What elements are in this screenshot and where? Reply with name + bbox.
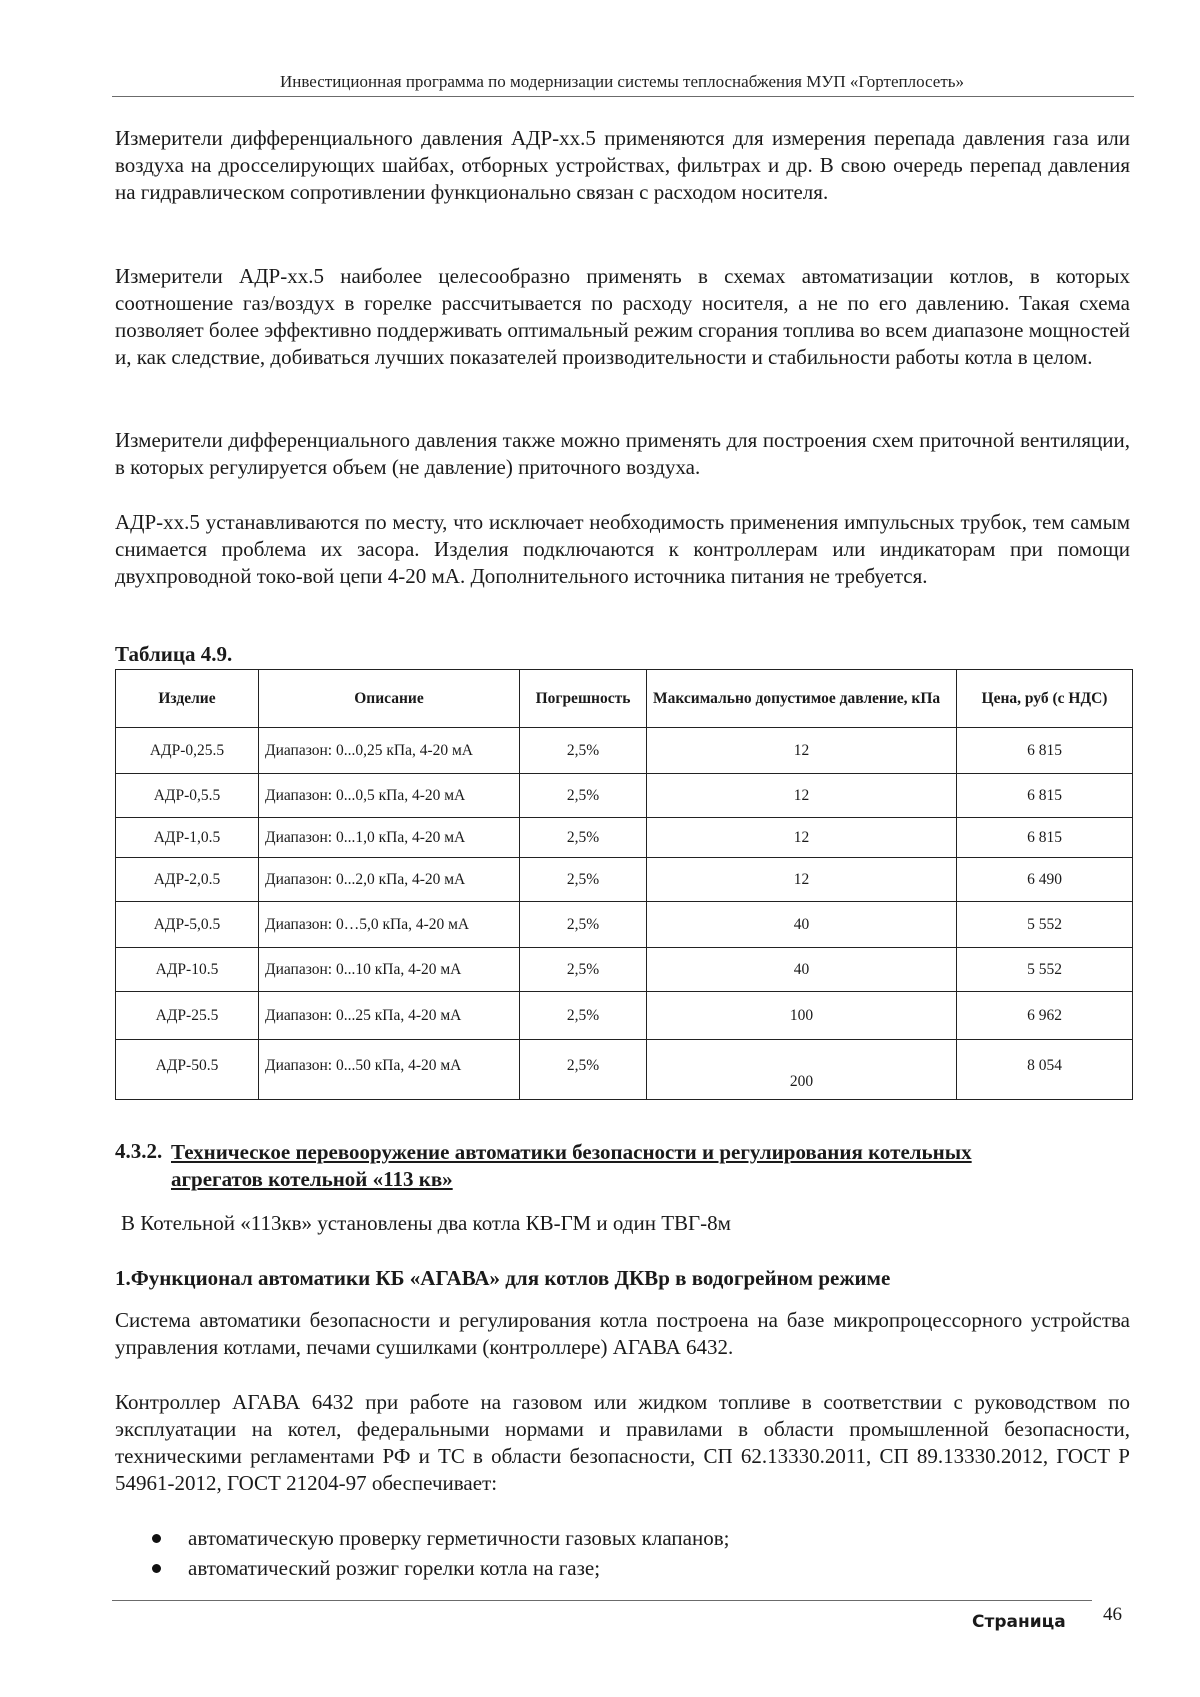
cell-max-pressure: 40	[647, 902, 957, 948]
paragraph-6: Контроллер АГАВА 6432 при работе на газовом или жидком топливе в соответствии с руководством по эксплуатации на котел, федеральными нормами и правилами в области промышленной безопасности, техническими регламентами РФ и ТС в области безопасности, СП 62.13330.2011, СП 89.13330.2012, ГОСТ Р 54961-2012, ГОСТ 21204-97 обеспечивает:	[115, 1390, 1130, 1495]
section-title-line-2: агрегатов котельной «113 кв»	[171, 1167, 453, 1191]
bullet-icon	[152, 1564, 161, 1573]
cell-product: АДР-50.5	[116, 1040, 259, 1100]
table-header-row	[116, 670, 1133, 728]
paragraph-1: Измерители дифференциального давления АДР-хх.5 применяются для измерения перепада давления газа или воздуха на дросселирующих шайбах, отборных устройствах, фильтрах и др. В свою очередь перепад давления на гидравлическом сопротивлении функционально связан с расходом носителя.	[115, 126, 1130, 204]
header-product: Изделие	[116, 670, 259, 728]
cell-max-pressure: 12	[647, 728, 957, 774]
cell-price: 5 552	[957, 902, 1133, 948]
cell-product: АДР-10.5	[116, 948, 259, 992]
paragraph-3: Измерители дифференциального давления также можно применять для построения схем приточной вентиляции, в которых регулируется объем (не давление) приточного воздуха.	[115, 428, 1130, 479]
cell-description: Диапазон: 0...2,0 кПа, 4-20 мА	[259, 858, 520, 902]
page-header: Инвестиционная программа по модернизации системы теплоснабжения МУП «Гортеплосеть»	[279, 72, 965, 91]
bullet-icon	[152, 1534, 161, 1543]
cell-max-pressure: 12	[647, 858, 957, 902]
cell-description: Диапазон: 0…5,0 кПа, 4-20 мА	[259, 902, 520, 948]
list-item	[152, 1523, 729, 1553]
cell-price: 8 054	[957, 1040, 1133, 1100]
cell-accuracy: 2,5%	[520, 1040, 647, 1100]
cell-accuracy: 2,5%	[520, 818, 647, 858]
table-row	[116, 818, 1133, 858]
footer-divider	[112, 1600, 1092, 1601]
page-number: 46	[1103, 1604, 1122, 1625]
paragraph-5: Система автоматики безопасности и регулирования котла построена на базе микропроцессорного устройства управления котлами, печами сушилками (контроллере) АГАВА 6432.	[115, 1308, 1130, 1359]
header-description: Описание	[259, 670, 520, 728]
bullet-list	[152, 1523, 729, 1583]
cell-max-pressure: 100	[647, 992, 957, 1040]
cell-product: АДР-25.5	[116, 992, 259, 1040]
paragraph-4: АДР-хх.5 устанавливаются по месту, что исключает необходимость применения импульсных трубок, тем самым снимается проблема их засора. Изделия подключаются к контроллерам или индикаторам при помощи двухпроводной токо-вой цепи 4-20 мА. Дополнительного источника питания не требуется.	[115, 510, 1130, 588]
cell-price: 6 815	[957, 774, 1133, 818]
cell-max-pressure: 12	[647, 774, 957, 818]
cell-product: АДР-5,0.5	[116, 902, 259, 948]
cell-max-pressure: 12	[647, 818, 957, 858]
cell-price: 5 552	[957, 948, 1133, 992]
cell-price: 6 490	[957, 858, 1133, 902]
cell-accuracy: 2,5%	[520, 774, 647, 818]
cell-description: Диапазон: 0...0,5 кПа, 4-20 мА	[259, 774, 520, 818]
cell-accuracy: 2,5%	[520, 728, 647, 774]
table-row	[116, 992, 1133, 1040]
cell-price: 6 962	[957, 992, 1133, 1040]
cell-price: 6 815	[957, 728, 1133, 774]
section-title	[171, 1139, 1131, 1193]
cell-accuracy: 2,5%	[520, 948, 647, 992]
header-max-pressure: Максимально допустимое давление, кПа	[647, 670, 957, 728]
table-row	[116, 902, 1133, 948]
section-title-line-1: Техническое перевооружение автоматики безопасности и регулирования котельных	[171, 1140, 972, 1164]
section-intro: В Котельной «113кв» установлены два котла КВ-ГМ и один ТВГ-8м	[121, 1211, 731, 1235]
cell-max-pressure: 40	[647, 948, 957, 992]
cell-product: АДР-1,0.5	[116, 818, 259, 858]
footer-page-label: Страница	[972, 1612, 1066, 1632]
paragraph-2: Измерители АДР-хх.5 наиболее целесообразно применять в схемах автоматизации котлов, в которых соотношение газ/воздух в горелке рассчитывается по расходу носителя, а не по его давлению. Такая схема позволяет более эффективно поддерживать оптимальный режим сгорания топлива во всем диапазоне мощностей и, как следствие, добиваться лучших показателей производительности и стабильности работы котла в целом.	[115, 264, 1130, 369]
cell-product: АДР-2,0.5	[116, 858, 259, 902]
table-row	[116, 858, 1133, 902]
cell-description: Диапазон: 0...25 кПа, 4-20 мА	[259, 992, 520, 1040]
cell-accuracy: 2,5%	[520, 902, 647, 948]
table-row	[116, 774, 1133, 818]
subheading: 1.Функционал автоматики КБ «АГАВА» для котлов ДКВр в водогрейном режиме	[115, 1266, 891, 1290]
cell-product: АДР-0,5.5	[116, 774, 259, 818]
cell-description: Диапазон: 0...10 кПа, 4-20 мА	[259, 948, 520, 992]
list-item-text: автоматический розжиг горелки котла на газе;	[188, 1556, 601, 1580]
section-number: 4.3.2.	[115, 1139, 163, 1163]
cell-accuracy: 2,5%	[520, 992, 647, 1040]
header-price: Цена, руб (с НДС)	[957, 670, 1133, 728]
cell-description: Диапазон: 0...0,25 кПа, 4-20 мА	[259, 728, 520, 774]
header-accuracy: Погрешность	[520, 670, 647, 728]
cell-description: Диапазон: 0...50 кПа, 4-20 мА	[259, 1040, 520, 1100]
table-row	[116, 948, 1133, 992]
price-table	[115, 669, 1133, 1100]
cell-description: Диапазон: 0...1,0 кПа, 4-20 мА	[259, 818, 520, 858]
list-item	[152, 1553, 729, 1583]
cell-price: 6 815	[957, 818, 1133, 858]
table-row	[116, 1040, 1133, 1100]
cell-accuracy: 2,5%	[520, 858, 647, 902]
header-divider	[112, 96, 1134, 97]
list-item-text: автоматическую проверку герметичности газовых клапанов;	[188, 1526, 730, 1550]
cell-max-pressure: 200	[647, 1040, 957, 1100]
table-caption: Таблица 4.9.	[115, 642, 233, 666]
cell-product: АДР-0,25.5	[116, 728, 259, 774]
table-row	[116, 728, 1133, 774]
